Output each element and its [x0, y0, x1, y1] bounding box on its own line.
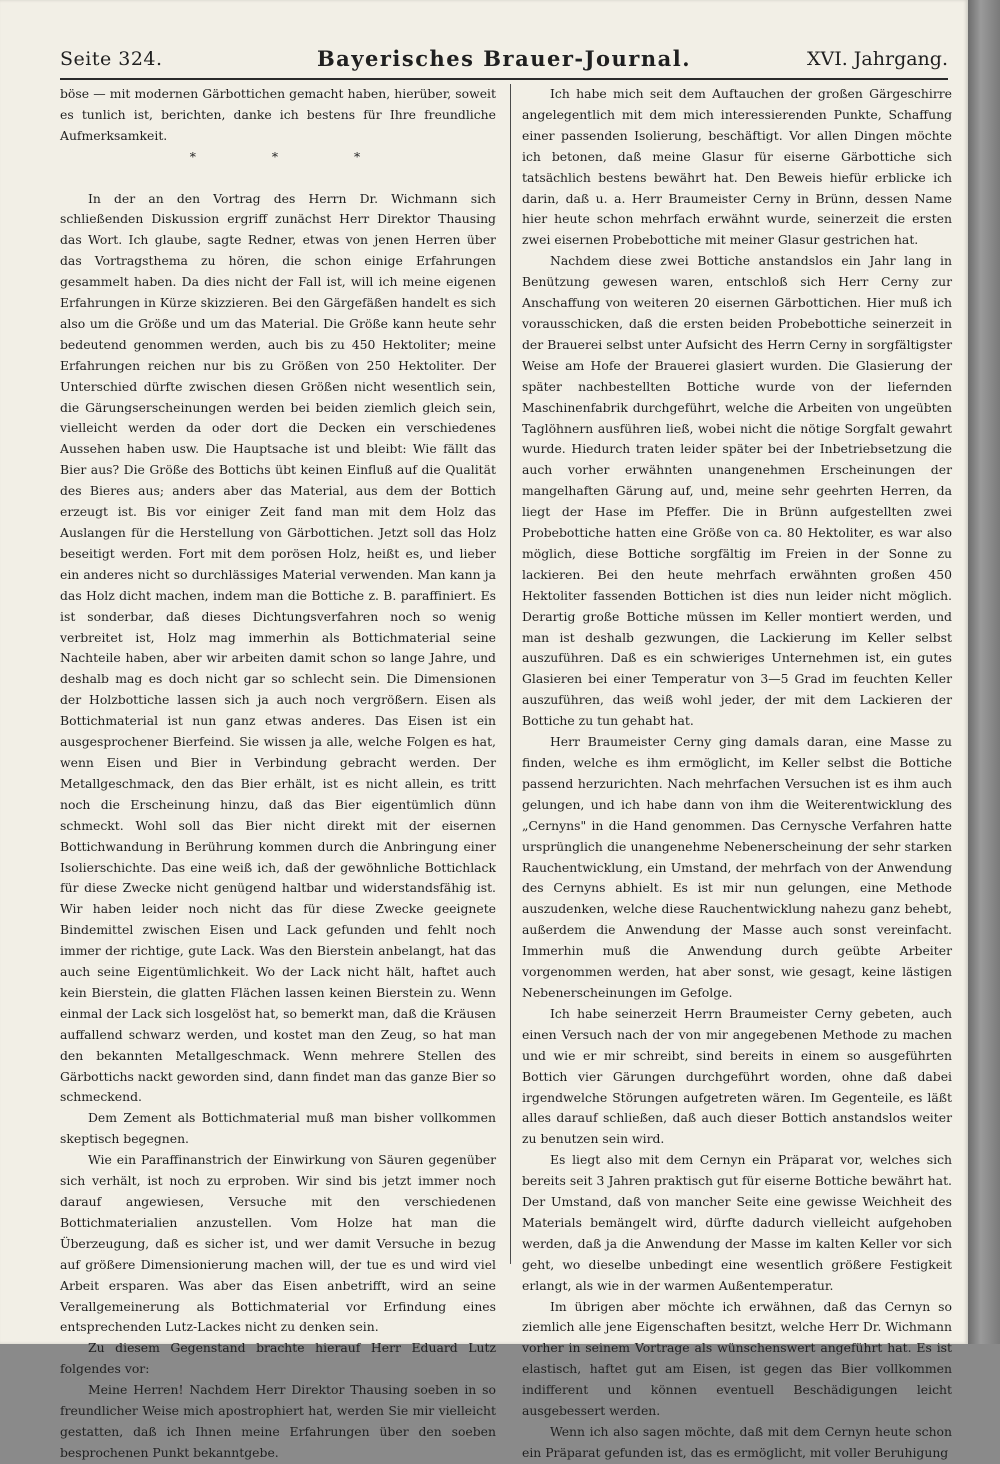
- paragraph: Dem Zement als Bottichmaterial muß man bisher vollkommen skeptisch begegnen.: [60, 1110, 496, 1147]
- paragraph: Ich habe mich seit dem Auftauchen der großen Gärgeschirre angelegentlich mit dem mich interessierenden Punkte, Schaffung einer passenden Isolierung, beschäftigt. Vor allen Dingen möchte ich betonen, daß meine Glasur für eiserne Gärbottiche sich tatsächlich bestens bewährt hat. Den Beweis hiefür erblicke ich darin, daß u. a. Herr Braumeister Cerny in Brünn, dessen Name hier heute schon mehrfach erwähnt wurde, seinerzeit die ersten zwei eisernen Probebottiche mit meiner Glasur gestrichen hat.: [522, 86, 952, 248]
- page-header: [60, 44, 948, 76]
- paragraph: böse — mit modernen Gärbottichen gemacht haben, hierüber, soweit es tunlich ist, berichten, danke ich bestens für Ihre freundliche Aufmerksamkeit.: [60, 86, 496, 143]
- paragraph: Herr Braumeister Cerny ging damals daran, eine Masse zu finden, welche es ihm ermöglicht, im Keller selbst die Bottiche passend herzurichten. Nach mehrfachen Versuchen ist es ihm auch gelungen, und ich habe dann von ihm die Weiterentwicklung des „Cernyns" in die Hand genommen. Das Cernysche Verfahren hatte ursprünglich die unangenehme Nebenerscheinung der sehr starken Rauchentwicklung, ein Umstand, der mehrfach von der Anwendung des Cernyns abhielt. Es ist mir nun gelungen, eine Methode auszudenken, welche diese Rauchentwicklung nahezu ganz behebt, außerdem die Anwendung der Masse auch sonst vereinfacht. Immerhin muß die Anwendung durch geübte Arbeiter vorgenommen werden, hat aber sonst, wie gesagt, keine lästigen Nebenerscheinungen im Gefolge.: [522, 734, 952, 1000]
- paragraph: Zu diesem Gegenstand brachte hierauf Herr Eduard Lutz folgendes vor:: [60, 1340, 496, 1377]
- right-column: [522, 84, 952, 1460]
- journal-title: Bayerisches Brauer-Journal.: [316, 46, 692, 71]
- paragraph: Es liegt also mit dem Cernyn ein Präparat vor, welches sich bereits seit 3 Jahren praktisch gut für eiserne Bottiche bewährt hat. Der Umstand, daß von mancher Seite eine gewisse Weichheit des Materials bemängelt wird, dürfte dadurch vielleicht aufgehoben werden, daß ja die Anwendung der Masse im kalten Keller vor sich geht, wo dieselbe unbedingt eine wesentlich größere Festigkeit erlangt, als wie in der warmen Außentemperatur.: [522, 1152, 952, 1293]
- page-number: Seite 324.: [60, 48, 163, 70]
- section-separator: * * *: [189, 148, 397, 164]
- header-rule: [60, 78, 948, 80]
- paragraph: In der an den Vortrag des Herrn Dr. Wichmann sich schließenden Diskussion ergriff zunächst Herr Direktor Thausing das Wort. Ich glaube, sagte Redner, etwas von jenen Herren über das Vortragsthema zu hören, die schon einige Erfahrungen gesammelt haben. Da dies nicht der Fall ist, will ich meine eigenen Erfahrungen in Kürze skizzieren. Bei den Gärgefäßen handelt es sich also um die Größe und um das Material. Die Größe kann heute sehr bedeutend genommen werden, auch bis zu 450 Hektoliter; meine Erfahrungen reichen nur bis zu Größen von 250 Hektoliter. Der Unterschied dürfte zwischen diesen Größen nicht wesentlich sein, die Gärungserscheinungen werden bei beiden ziemlich gleich sein, vielleicht werden da oder dort die Decken ein verschiedenes Aussehen haben usw. Die Hauptsache ist und bleibt: Wie fällt das Bier aus? Die Größe des Bottichs übt keinen Einfluß auf die Qualität des Bieres aus; anders aber das Material, aus dem der Bottich erzeugt ist. Bis vor einiger Zeit fand man mit dem Holz das Auslangen für die Herstellung von Gärbottichen. Jetzt soll das Holz beseitigt werden. Fort mit dem porösen Holz, heißt es, und lieber ein anderes nicht so durchlässiges Material verwenden. Man kann ja das Holz dicht machen, indem man die Bottiche z. B. paraffiniert. Es ist sonderbar, daß dieses Dichtungsverfahren noch so wenig verbreitet ist, Holz mag immerhin als Bottichmaterial seine Nachteile haben, aber wir arbeiten damit schon so lange Jahre, und deshalb mag es doch nicht gar so schlecht sein. Die Dimensionen der Holzbottiche lassen sich ja auch noch vergrößern. Eisen als Bottichmaterial ist nun ganz etwas anderes. Das Eisen ist ein ausgesprochener Bierfeind. Sie wissen ja alle, welche Folgen es hat, wenn Eisen und Bier in Verbindung gebracht werden. Der Metallgeschmack, den das Bier erhält, ist es nicht allein, es tritt noch die Erscheinung hinzu, daß das Bier eigentümlich dünn schmeckt. Wohl soll das Bier nicht direkt mit der eisernen Bottichwandung in Berührung kommen durch die Anbringung einer Isolierschichte. Das eine weiß ich, daß der gewöhnliche Bottichlack für diese Zwecke nicht genügend haltbar und widerstandsfähig ist. Wir haben leider noch nicht das für diese Zwecke geeignete Bindemittel zwischen Eisen und Lack gefunden und fehlt noch immer der richtige, gute Lack. Was den Bierstein anbelangt, hat das auch seine Eigentümlichkeit. Wo der Lack nicht hält, haftet auch kein Bierstein, die glatten Flächen lassen keinen Bierstein zu. Wenn einmal der Lack sich losgelöst hat, so bemerkt man, daß die Kräusen auffallend schwarz werden, und kostet man den Zeug, so hat man den bekannten Metallgeschmack. Wenn mehrere Stellen des Gärbottichs nackt geworden sind, dann findet man das ganze Bier so schmeckend.: [60, 190, 496, 1105]
- left-column: [60, 84, 496, 1460]
- page-edge: [968, 0, 1000, 1344]
- paragraph: Nachdem diese zwei Bottiche anstandslos ein Jahr lang in Benützung gewesen waren, entschloß sich Herr Cerny zur Anschaffung von weiteren 20 eisernen Gärbottichen. Hier muß ich vorausschicken, daß die ersten beiden Probebottiche seinerzeit in der Brauerei selbst unter Aufsicht des Herrn Cerny in sorgfältigster Weise am Hofe der Brauerei glasiert wurden. Die Glasierung der später nachbestellten Bottiche wurde von der liefernden Maschinenfabrik durchgeführt, welche die Arbeiten von ungeübten Taglöhnern ausführen ließ, wobei nicht die nötige Sorgfalt gewahrt wurde. Hiedurch traten leider später bei der Inbetriebsetzung die auch vorher erwähnten unangenehmen Erscheinungen der mangelhaften Gärung auf, und, meine sehr geehrten Herren, da liegt der Hase im Pfeffer. Die in Brünn aufgestellten zwei Probebottiche hatten eine Größe von ca. 80 Hektoliter, es war also möglich, diese Bottiche sorgfältig im Freien in der Sonne zu lackieren. Bei den heute mehrfach erwähnten großen 450 Hektoliter fassenden Bottichen ist dies nun leider nicht möglich. Derartig große Bottiche müssen im Keller montiert werden, und man ist deshalb gezwungen, die Lackierung im Keller selbst auszuführen. Daß es ein schwieriges Unternehmen ist, ein gutes Glasieren bei einer Temperatur von 3—5 Grad im feuchten Keller auszuführen, das weiß wohl jeder, der mit dem Lackieren der Bottiche zu tun gehabt hat.: [522, 253, 952, 729]
- paragraph: Wenn ich also sagen möchte, daß mit dem Cernyn heute schon ein Präparat gefunden ist, das es ermöglicht, mit voller Beruhigung: [522, 1424, 952, 1460]
- column-divider: [510, 84, 511, 1264]
- paragraph: Meine Herren! Nachdem Herr Direktor Thausing soeben in so freundlicher Weise mich apostrophiert hat, werden Sie mir vielleicht gestatten, daß ich Ihnen meine Erfahrungen über den soeben besprochenen Punkt bekanntgebe.: [60, 1382, 496, 1460]
- paragraph: Im übrigen aber möchte ich erwähnen, daß das Cernyn so ziemlich alle jene Eigenschaften besitzt, welche Herr Dr. Wichmann vorher in seinem Vortrage als wünschenswert angeführt hat. Es ist elastisch, haftet gut am Eisen, ist gegen das Bier vollkommen indifferent und können eventuell Beschädigungen leicht ausgebessert werden.: [522, 1298, 952, 1419]
- paragraph: Ich habe seinerzeit Herrn Braumeister Cerny gebeten, auch einen Versuch nach der von mir angegebenen Methode zu machen und wie er mir schreibt, sind bereits in einem so ausgeführten Bottich vier Gärungen durchgeführt worden, ohne daß dabei irgendwelche Störungen aufgetreten wären. Im Gegenteile, es läßt alles darauf schließen, daß auch dieser Bottich anstandslos weiter zu benutzen sein wird.: [522, 1005, 952, 1147]
- volume-label: XVI. Jahrgang.: [806, 48, 948, 70]
- paragraph: Wie ein Paraffinanstrich der Einwirkung von Säuren gegenüber sich verhält, ist noch zu erproben. Wir sind bis jetzt immer noch darauf angewiesen, Versuche mit den verschiedenen Bottichmaterialien anzustellen. Vom Holze hat man die Überzeugung, daß es sicher ist, und wer damit Versuche in bezug auf größere Dimensionierung machen will, der tue es und wird viel Arbeit ersparen. Was aber das Eisen anbetrifft, wird an seine Verallgemeinerung als Bottichmaterial vor Erfindung eines entsprechenden Lutz-Lackes nicht zu denken sein.: [60, 1152, 496, 1335]
